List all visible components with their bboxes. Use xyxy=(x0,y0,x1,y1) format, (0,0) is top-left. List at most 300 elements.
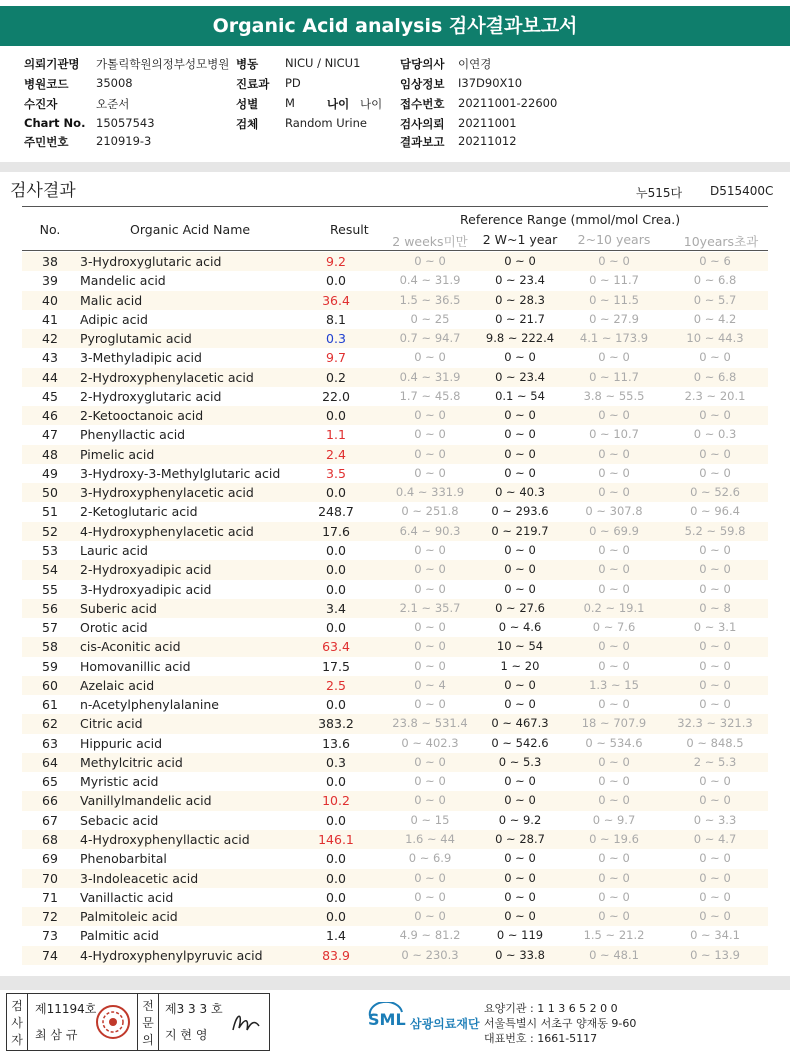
ref-range-under-2weeks: 1.5 ~ 36.5 xyxy=(399,292,461,307)
result-value: 248.7 xyxy=(318,504,354,520)
table-row xyxy=(22,425,768,444)
ref-range-2w-1year: 0 ~ 119 xyxy=(496,928,544,943)
ref-range-under-2weeks: 0 ~ 0 xyxy=(414,581,446,596)
row-number: 57 xyxy=(42,620,58,636)
result-value: 3.5 xyxy=(326,465,346,481)
ref-range-2-10years: 0 ~ 69.9 xyxy=(589,523,639,538)
acid-name: 2-Hydroxyadipic acid xyxy=(80,562,212,578)
ref-range-under-2weeks: 1.6 ~ 44 xyxy=(405,831,455,846)
row-number: 58 xyxy=(42,639,58,655)
ref-range-2-10years: 0 ~ 0 xyxy=(598,350,630,365)
ref-range-under-2weeks: 2.1 ~ 35.7 xyxy=(399,600,461,615)
ref-range-2-10years: 0 ~ 11.7 xyxy=(589,273,639,288)
row-number: 40 xyxy=(42,292,58,308)
ref-range-under-2weeks: 0 ~ 402.3 xyxy=(401,735,459,750)
results-table xyxy=(22,252,768,965)
table-row xyxy=(22,560,768,579)
acid-name: Suberic acid xyxy=(80,600,157,616)
ref-range-under-2weeks: 4.9 ~ 81.2 xyxy=(399,928,461,943)
row-number: 59 xyxy=(42,658,58,674)
ref-range-2w-1year: 0 ~ 0 xyxy=(504,793,536,808)
ref-range-under-2weeks: 0 ~ 230.3 xyxy=(401,947,459,962)
ref-range-under-2weeks: 0.7 ~ 94.7 xyxy=(399,331,461,346)
ref-range-under-2weeks: 0 ~ 0 xyxy=(414,620,446,635)
row-number: 56 xyxy=(42,600,58,616)
lab-phone: 대표번호 : 1661-5117 xyxy=(484,1032,598,1045)
ref-range-under-2weeks: 0 ~ 0 xyxy=(414,658,446,673)
ref-range-2w-1year: 0 ~ 27.6 xyxy=(495,600,545,615)
result-value: 1.1 xyxy=(326,427,346,443)
dept-value: PD xyxy=(285,76,301,90)
inspector-label: 검사자 xyxy=(7,994,28,1050)
row-number: 45 xyxy=(42,388,58,404)
result-value: 0.0 xyxy=(326,620,346,636)
table-row xyxy=(22,637,768,656)
ref-range-over-10years: 0 ~ 13.9 xyxy=(690,947,740,962)
table-row xyxy=(22,580,768,599)
ref-range-2w-1year: 0 ~ 0 xyxy=(504,408,536,423)
header-ref3: 2~10 years xyxy=(577,232,651,247)
result-value: 0.2 xyxy=(326,369,346,385)
ref-range-2w-1year: 0 ~ 0 xyxy=(504,446,536,461)
ref-range-under-2weeks: 23.8 ~ 531.4 xyxy=(392,716,468,731)
ward-label: 병동 xyxy=(236,57,259,71)
acid-name: Azelaic acid xyxy=(80,677,155,693)
ref-range-2-10years: 0 ~ 0 xyxy=(598,658,630,673)
result-value: 9.2 xyxy=(326,254,346,269)
ref-range-2w-1year: 0 ~ 28.3 xyxy=(495,292,545,307)
result-value: 0.0 xyxy=(326,812,346,828)
row-number: 72 xyxy=(42,909,58,925)
acid-name: Phenyllactic acid xyxy=(80,427,186,443)
row-number: 64 xyxy=(42,754,58,770)
result-value: 0.0 xyxy=(326,485,346,501)
ref-range-2-10years: 0.2 ~ 19.1 xyxy=(583,600,645,615)
acid-name: Mandelic acid xyxy=(80,273,166,289)
row-number: 51 xyxy=(42,504,58,520)
info-row-4 xyxy=(0,116,790,135)
ref-range-2-10years: 0 ~ 9.7 xyxy=(592,812,636,827)
acid-name: 4-Hydroxyphenylacetic acid xyxy=(80,523,254,539)
acid-name: Vanillactic acid xyxy=(80,889,174,905)
result-value: 17.6 xyxy=(322,523,350,539)
result-value: 383.2 xyxy=(318,716,354,732)
patient-info xyxy=(0,50,790,162)
result-value: 0.0 xyxy=(326,870,346,886)
specimen-value: Random Urine xyxy=(285,116,367,130)
row-number: 62 xyxy=(42,716,58,732)
acid-name: 3-Methyladipic acid xyxy=(80,350,202,366)
ref-range-under-2weeks: 0 ~ 0 xyxy=(414,542,446,557)
row-number: 65 xyxy=(42,774,58,790)
table-row xyxy=(22,387,768,406)
result-value: 1.4 xyxy=(326,928,346,944)
row-number: 61 xyxy=(42,697,58,713)
section-title: 검사결과 xyxy=(10,181,76,201)
ref-range-over-10years: 0 ~ 0 xyxy=(699,562,731,577)
ref-range-2w-1year: 0 ~ 0 xyxy=(504,774,536,789)
acid-name: Pimelic acid xyxy=(80,446,155,462)
lab-address: 서울특별시 서초구 양재동 9-60 xyxy=(484,1017,637,1030)
result-value: 3.4 xyxy=(326,600,346,616)
row-number: 47 xyxy=(42,427,58,443)
ref-range-2-10years: 0 ~ 48.1 xyxy=(589,947,639,962)
ref-range-under-2weeks: 0 ~ 0 xyxy=(414,774,446,789)
acid-name: 3-Hydroxyadipic acid xyxy=(80,581,212,597)
ref-range-over-10years: 0 ~ 0 xyxy=(699,889,731,904)
ref-range-2w-1year: 0 ~ 0 xyxy=(504,465,536,480)
ref-range-under-2weeks: 0 ~ 0 xyxy=(414,562,446,577)
result-value: 2.4 xyxy=(326,446,346,462)
age-value: 나이 xyxy=(360,97,383,111)
row-number: 43 xyxy=(42,350,58,366)
result-value: 63.4 xyxy=(322,639,350,655)
footer xyxy=(0,990,790,1057)
table-header-rule xyxy=(22,250,768,251)
info-row-3 xyxy=(0,96,790,115)
ref-range-2w-1year: 0.1 ~ 54 xyxy=(495,388,545,403)
header-ref1: 2 weeks미만 xyxy=(392,234,468,249)
confirmer-license: 제3 3 3 호 xyxy=(165,1002,223,1016)
ref-range-over-10years: 0 ~ 8 xyxy=(699,600,731,615)
ref-range-over-10years: 0 ~ 3.1 xyxy=(693,620,737,635)
row-number: 52 xyxy=(42,523,58,539)
table-row xyxy=(22,753,768,772)
result-value: 0.0 xyxy=(326,273,346,289)
ref-range-under-2weeks: 0 ~ 251.8 xyxy=(401,504,459,519)
ref-range-under-2weeks: 0 ~ 0 xyxy=(414,889,446,904)
reportdate-value: 20211012 xyxy=(458,134,517,148)
ref-range-2-10years: 0 ~ 534.6 xyxy=(585,735,643,750)
reqdate-value: 20211001 xyxy=(458,116,517,130)
ref-range-over-10years: 2 ~ 5.3 xyxy=(693,754,737,769)
result-value: 146.1 xyxy=(318,831,354,847)
ref-range-2w-1year: 0 ~ 0 xyxy=(504,889,536,904)
section-divider xyxy=(0,162,790,172)
ref-range-under-2weeks: 0.4 ~ 31.9 xyxy=(399,273,461,288)
acid-name: Pyroglutamic acid xyxy=(80,331,192,347)
ref-range-2w-1year: 0 ~ 5.3 xyxy=(498,754,542,769)
ref-range-under-2weeks: 0 ~ 0 xyxy=(414,408,446,423)
ref-range-2w-1year: 0 ~ 0 xyxy=(504,562,536,577)
ref-range-over-10years: 0 ~ 0 xyxy=(699,677,731,692)
table-row xyxy=(22,888,768,907)
ref-range-2-10years: 0 ~ 0 xyxy=(598,485,630,500)
ref-range-2w-1year: 0 ~ 4.6 xyxy=(498,620,542,635)
ref-range-over-10years: 0 ~ 0 xyxy=(699,465,731,480)
ref-range-2-10years: 0 ~ 0 xyxy=(598,542,630,557)
table-row xyxy=(22,830,768,849)
result-value: 0.0 xyxy=(326,408,346,424)
ref-range-under-2weeks: 0 ~ 0 xyxy=(414,639,446,654)
acid-name: Palmitoleic acid xyxy=(80,909,178,925)
ref-range-2-10years: 0 ~ 0 xyxy=(598,754,630,769)
ref-range-over-10years: 10 ~ 44.3 xyxy=(686,331,744,346)
ref-range-2w-1year: 0 ~ 0 xyxy=(504,851,536,866)
table-row xyxy=(22,946,768,965)
result-value: 0.3 xyxy=(326,331,346,347)
chart-value: 15057543 xyxy=(96,116,155,130)
confirmer-label: 전문의 xyxy=(137,994,159,1050)
ref-range-2w-1year: 0 ~ 0 xyxy=(504,581,536,596)
table-row xyxy=(22,869,768,888)
acid-name: Lauric acid xyxy=(80,542,148,558)
acid-name: 3-Hydroxyglutaric acid xyxy=(80,254,222,269)
row-number: 42 xyxy=(42,331,58,347)
ref-range-over-10years: 0 ~ 0 xyxy=(699,909,731,924)
chart-label: Chart No. xyxy=(24,116,86,130)
ref-range-under-2weeks: 0 ~ 0 xyxy=(414,754,446,769)
acid-name: Hippuric acid xyxy=(80,735,163,751)
age-label: 나이 xyxy=(327,97,350,111)
ref-range-2w-1year: 0 ~ 40.3 xyxy=(495,485,545,500)
receipt-label: 접수번호 xyxy=(400,97,445,111)
result-value: 0.0 xyxy=(326,889,346,905)
ref-range-over-10years: 0 ~ 4.2 xyxy=(693,311,737,326)
acid-name: 2-Ketooctanoic acid xyxy=(80,408,204,424)
ref-range-under-2weeks: 0 ~ 4 xyxy=(414,677,446,692)
ssn-label: 주민번호 xyxy=(24,135,69,149)
row-number: 71 xyxy=(42,889,58,905)
patient-label: 수진자 xyxy=(24,97,58,111)
result-value: 8.1 xyxy=(326,311,346,327)
ref-range-under-2weeks: 0 ~ 0 xyxy=(414,254,446,268)
row-number: 54 xyxy=(42,562,58,578)
inspector-name: 최 삼 규 xyxy=(35,1028,78,1042)
ssn-value: 210919-3 xyxy=(96,134,152,148)
specimen-label: 검체 xyxy=(236,117,259,131)
row-number: 70 xyxy=(42,870,58,886)
acid-name: Palmitic acid xyxy=(80,928,159,944)
ref-range-2w-1year: 0 ~ 542.6 xyxy=(491,735,549,750)
confirmer-name: 지 현 영 xyxy=(165,1028,208,1042)
result-value: 17.5 xyxy=(322,658,350,674)
ref-range-2w-1year: 1 ~ 20 xyxy=(500,658,540,673)
table-row xyxy=(22,714,768,733)
result-value: 13.6 xyxy=(322,735,350,751)
ref-range-2-10years: 0 ~ 0 xyxy=(598,562,630,577)
table-row xyxy=(22,926,768,945)
table-row xyxy=(22,445,768,464)
result-value: 9.7 xyxy=(326,350,346,366)
table-row xyxy=(22,734,768,753)
ref-range-2-10years: 1.5 ~ 21.2 xyxy=(583,928,645,943)
table-row xyxy=(22,252,768,271)
acid-name: 4-Hydroxyphenylpyruvic acid xyxy=(80,947,263,963)
result-value: 0.0 xyxy=(326,542,346,558)
ref-range-2-10years: 0 ~ 0 xyxy=(598,909,630,924)
lab-org-name: 삼광의료재단 xyxy=(410,1017,480,1031)
info-row-2 xyxy=(0,76,790,95)
ref-range-2w-1year: 0 ~ 0 xyxy=(504,350,536,365)
table-top-rule xyxy=(22,206,768,207)
ref-range-over-10years: 0 ~ 0 xyxy=(699,870,731,885)
ref-range-over-10years: 5.2 ~ 59.8 xyxy=(684,523,746,538)
result-value: 0.0 xyxy=(326,909,346,925)
header-result: Result xyxy=(330,222,369,237)
ref-range-over-10years: 0 ~ 0 xyxy=(699,408,731,423)
ref-range-2w-1year: 0 ~ 0 xyxy=(504,870,536,885)
row-number: 68 xyxy=(42,831,58,847)
ref-range-2w-1year: 0 ~ 219.7 xyxy=(491,523,549,538)
ref-range-under-2weeks: 0 ~ 0 xyxy=(414,870,446,885)
signature-box xyxy=(6,993,270,1051)
ref-range-2-10years: 1.3 ~ 15 xyxy=(589,677,639,692)
ref-range-2-10years: 0 ~ 0 xyxy=(598,774,630,789)
reqdate-label: 검사의뢰 xyxy=(400,117,445,131)
ref-range-2-10years: 0 ~ 0 xyxy=(598,581,630,596)
ref-range-2-10years: 4.1 ~ 173.9 xyxy=(579,331,649,346)
acid-name: Homovanillic acid xyxy=(80,658,191,674)
clinical-label: 임상정보 xyxy=(400,77,445,91)
row-number: 60 xyxy=(42,677,58,693)
table-row xyxy=(22,695,768,714)
row-number: 74 xyxy=(42,947,58,963)
table-row xyxy=(22,348,768,367)
table-row xyxy=(22,676,768,695)
ref-range-under-2weeks: 0 ~ 15 xyxy=(410,812,450,827)
dept-label: 진료과 xyxy=(236,77,270,91)
inspector-license: 제11194호 xyxy=(35,1002,97,1016)
table-row xyxy=(22,310,768,329)
ref-range-over-10years: 0 ~ 0 xyxy=(699,350,731,365)
ref-range-over-10years: 0 ~ 0 xyxy=(699,446,731,461)
ref-range-2-10years: 0 ~ 19.6 xyxy=(589,831,639,846)
acid-name: Myristic acid xyxy=(80,774,159,790)
ref-range-over-10years: 0 ~ 5.7 xyxy=(693,292,737,307)
table-row xyxy=(22,329,768,348)
acid-name: 3-Hydroxyphenylacetic acid xyxy=(80,485,254,501)
table-row xyxy=(22,522,768,541)
ref-range-2-10years: 0 ~ 0 xyxy=(598,697,630,712)
ref-range-2w-1year: 0 ~ 467.3 xyxy=(491,716,549,731)
header-name: Organic Acid Name xyxy=(130,222,251,237)
ref-range-over-10years: 0 ~ 3.3 xyxy=(693,812,737,827)
ref-range-over-10years: 0 ~ 6 xyxy=(699,254,731,268)
acid-name: 2-Ketoglutaric acid xyxy=(80,504,198,520)
care-number: 요양기관 : 1 1 3 6 5 2 0 0 xyxy=(484,1002,618,1015)
acid-name: Citric acid xyxy=(80,716,143,732)
info-row-1 xyxy=(0,56,790,75)
row-number: 41 xyxy=(42,311,58,327)
reportdate-label: 결과보고 xyxy=(400,135,445,149)
header-ref-range: Reference Range (mmol/mol Crea.) xyxy=(460,212,681,227)
ref-range-2w-1year: 0 ~ 23.4 xyxy=(495,273,545,288)
ref-range-2w-1year: 0 ~ 293.6 xyxy=(491,504,549,519)
patient-value: 오준서 xyxy=(96,97,130,111)
sex-label: 성별 xyxy=(236,97,259,111)
row-number: 44 xyxy=(42,369,58,385)
result-value: 0.0 xyxy=(326,581,346,597)
ref-range-over-10years: 0 ~ 4.7 xyxy=(693,831,737,846)
ref-range-over-10years: 32.3 ~ 321.3 xyxy=(677,716,753,731)
ref-range-2-10years: 0 ~ 0 xyxy=(598,408,630,423)
report-title: Organic Acid analysis 검사결과보고서 xyxy=(0,6,790,46)
table-row xyxy=(22,502,768,521)
ref-range-under-2weeks: 0 ~ 0 xyxy=(414,446,446,461)
header-no: No. xyxy=(39,222,61,237)
ref-range-over-10years: 0 ~ 52.6 xyxy=(690,485,740,500)
ref-range-under-2weeks: 0 ~ 6.9 xyxy=(408,851,452,866)
test-code-alt: D515400C xyxy=(710,184,774,198)
table-row xyxy=(22,464,768,483)
ref-range-under-2weeks: 0 ~ 25 xyxy=(410,311,450,326)
hospcode-value: 35008 xyxy=(96,76,133,90)
ref-range-under-2weeks: 0 ~ 0 xyxy=(414,350,446,365)
bottom-divider xyxy=(0,976,790,990)
sex-value: M xyxy=(285,96,295,110)
ref-range-2w-1year: 0 ~ 0 xyxy=(504,697,536,712)
doctor-value: 이연경 xyxy=(458,57,492,71)
ref-range-2w-1year: 0 ~ 0 xyxy=(504,909,536,924)
result-value: 36.4 xyxy=(322,292,350,308)
ref-range-2-10years: 0 ~ 0 xyxy=(598,793,630,808)
ref-range-over-10years: 0 ~ 34.1 xyxy=(690,928,740,943)
result-value: 0.0 xyxy=(326,697,346,713)
signature-icon xyxy=(227,1008,263,1038)
ref-range-over-10years: 0 ~ 0 xyxy=(699,851,731,866)
test-code: 누515다 xyxy=(636,186,683,200)
result-value: 0.0 xyxy=(326,562,346,578)
ref-range-2w-1year: 9.8 ~ 222.4 xyxy=(485,331,555,346)
acid-name: Sebacic acid xyxy=(80,812,159,828)
ref-range-2-10years: 0 ~ 11.5 xyxy=(589,292,639,307)
acid-name: cis-Aconitic acid xyxy=(80,639,181,655)
ref-range-under-2weeks: 0 ~ 0 xyxy=(414,909,446,924)
table-row xyxy=(22,291,768,310)
ward-value: NICU / NICU1 xyxy=(285,56,361,70)
ref-range-2-10years: 0 ~ 0 xyxy=(598,889,630,904)
acid-name: Vanillylmandelic acid xyxy=(80,793,212,809)
ref-range-2w-1year: 0 ~ 9.2 xyxy=(498,812,542,827)
ref-range-under-2weeks: 1.7 ~ 45.8 xyxy=(399,388,461,403)
acid-name: 3-Indoleacetic acid xyxy=(80,870,199,886)
table-row xyxy=(22,811,768,830)
inspector-seal-icon xyxy=(95,1004,131,1040)
ref-range-2-10years: 3.8 ~ 55.5 xyxy=(583,388,645,403)
acid-name: 2-Hydroxyphenylacetic acid xyxy=(80,369,254,385)
table-row xyxy=(22,657,768,676)
row-number: 46 xyxy=(42,408,58,424)
ref-range-under-2weeks: 0 ~ 0 xyxy=(414,793,446,808)
result-value: 22.0 xyxy=(322,388,350,404)
acid-name: 4-Hydroxyphenyllactic acid xyxy=(80,831,250,847)
ref-range-2-10years: 0 ~ 11.7 xyxy=(589,369,639,384)
ref-range-2-10years: 18 ~ 707.9 xyxy=(581,716,647,731)
ref-range-2-10years: 0 ~ 0 xyxy=(598,254,630,268)
ref-range-under-2weeks: 0 ~ 0 xyxy=(414,465,446,480)
ref-range-over-10years: 0 ~ 0 xyxy=(699,774,731,789)
ref-range-2w-1year: 10 ~ 54 xyxy=(496,639,544,654)
result-value: 83.9 xyxy=(322,947,350,963)
ref-range-over-10years: 0 ~ 0.3 xyxy=(693,427,737,442)
row-number: 55 xyxy=(42,581,58,597)
acid-name: Methylcitric acid xyxy=(80,754,183,770)
ref-range-2w-1year: 0 ~ 23.4 xyxy=(495,369,545,384)
ref-range-over-10years: 0 ~ 0 xyxy=(699,639,731,654)
ref-range-2w-1year: 0 ~ 0 xyxy=(504,427,536,442)
ref-range-2w-1year: 0 ~ 0 xyxy=(504,677,536,692)
info-row-5 xyxy=(0,134,790,153)
acid-name: Phenobarbital xyxy=(80,851,167,867)
ref-range-2-10years: 0 ~ 0 xyxy=(598,851,630,866)
row-number: 69 xyxy=(42,851,58,867)
ref-range-2-10years: 0 ~ 0 xyxy=(598,870,630,885)
row-number: 73 xyxy=(42,928,58,944)
table-row xyxy=(22,791,768,810)
row-number: 38 xyxy=(42,254,58,269)
row-number: 67 xyxy=(42,812,58,828)
